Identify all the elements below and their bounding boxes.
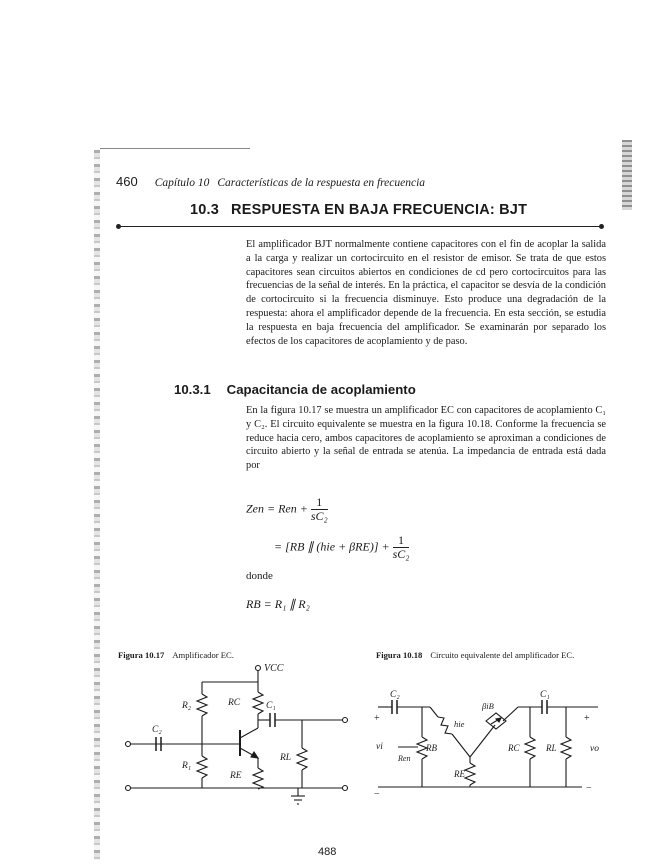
label-r2: R₂ [182,701,192,711]
eq-resistor-rc [525,737,535,759]
input-terminal [126,742,131,747]
running-head [116,174,425,190]
figure-18-label: Figura 10.18 [376,650,423,660]
eq-label-vo: vo [590,744,599,754]
emitter-arrow [251,752,258,758]
equation-input-impedance-expanded [274,534,409,561]
resistor-r1 [197,756,207,778]
eq-label-bib: βiB [482,701,494,711]
eq-label-re: RE [454,769,465,779]
scan-edge-artifact-right [622,140,632,210]
resistor-rl [297,748,307,770]
eq2-num: 1 [393,534,410,548]
resistor-r2 [197,694,207,716]
label-re: RE [230,771,242,781]
eq2-fraction [393,534,410,561]
eq1-fraction [311,496,328,523]
figure-18-caption [376,650,574,660]
figure-18-text: Circuito equivalente del amplificador EC. [430,650,575,660]
eq-label-hie: hie [454,719,465,729]
page-footer-number: 488 [318,846,337,858]
eq1-num: 1 [311,496,328,510]
rule-dot-left [116,224,121,229]
running-title: Características de la respuesta en frecuencia [217,177,426,189]
eq-output-minus: − [586,783,592,794]
eq-label-rb: RB [426,743,437,753]
rule-dot-right [599,224,604,229]
donde-label: donde [246,570,273,582]
label-rl: RL [280,753,292,763]
eq-resistor-re [465,763,475,785]
subsection-paragraph: En la figura 10.17 se muestra un amplificador EC con capacitores de acoplamiento C₁ y C₂. El circuito equivalente se muestra en la figura 10.18. Conforme la frecuencia se reduce hacia cero, ambos capacitores de acoplamiento se aproximan a condiciones de circuito abierto y la señal de entrada se atenúa. La impedancia de entrada está dada por [246,405,606,472]
eq-input-minus: − [374,789,380,800]
equation-rb: RB = R₁ ∥ R₂ [246,597,310,611]
equation-input-impedance [246,496,328,523]
eq-label-ren: Ren [398,754,411,763]
label-r1: R₁ [182,761,192,771]
figure-17-caption [118,650,234,660]
eq-label-c1: C₁ [540,690,550,700]
eq1-lhs: Zen = Ren + [246,501,308,516]
label-vcc: VCC [264,663,284,674]
figure-18-circuit [370,685,610,805]
eq-output-plus: + [584,713,590,724]
eq1-den: sC₂ [310,509,328,523]
input-ground-terminal [126,786,131,791]
label-rc: RC [228,698,241,708]
section-title: RESPUESTA EN BAJA FRECUENCIA: BJT [231,202,528,218]
scan-edge-artifact [94,150,100,860]
label-c1: C₁ [266,701,276,711]
subsection-number: 10.3.1 [174,382,211,397]
section-rule [118,226,602,227]
eq-label-c2: C₂ [390,690,400,700]
running-chapter: Capítulo 10 [154,177,210,189]
label-c2: C₂ [152,725,162,735]
subsection-title: Capacitancia de acoplamiento [226,382,416,397]
header-line [100,148,250,149]
eq2-lhs: = [RB ∥ (hie + βRE)] + [274,539,390,554]
eq-label-rc: RC [508,743,520,753]
eq2-den: sC₂ [392,547,410,561]
figure-17-circuit [110,660,360,810]
eq-resistor-hie [438,717,452,734]
vcc-terminal [256,666,261,671]
figure-17-text: Amplificador EC. [172,650,234,660]
eq-label-vi: vi [376,742,383,752]
page-number-top: 460 [116,174,138,189]
output-terminal [343,718,348,723]
eq-input-plus: + [374,713,380,724]
output-ground-terminal [343,786,348,791]
resistor-rc [253,692,263,714]
section-heading [190,202,527,218]
eq-resistor-rl [561,737,571,759]
subsection-heading [174,382,416,397]
eq-label-rl: RL [546,743,557,753]
figure-17-label: Figura 10.17 [118,650,165,660]
intro-paragraph: El amplificador BJT normalmente contiene capacitores con el fin de acoplar la salida a la carga y realizar un cortocircuito en el resistor de emisor. Se trata de que estos capacitores sean circuitos abiertos en condiciones de cd pero cortocircuitos para las frecuencias de la señal de interés. En la práctica, el capacitor se desvía de la condición de cortocircuito si la frecuencia disminuye. Esto produce una degradación de la respuesta: ahora el amplificador depende de la frecuencia. En esta sección, se estudia la respuesta en baja frecuencia del amplificador. Se examinarán por separado los efectos de los capacitores de acoplamiento y de paso. [246,239,606,347]
section-number: 10.3 [190,202,220,218]
resistor-re [253,768,263,789]
